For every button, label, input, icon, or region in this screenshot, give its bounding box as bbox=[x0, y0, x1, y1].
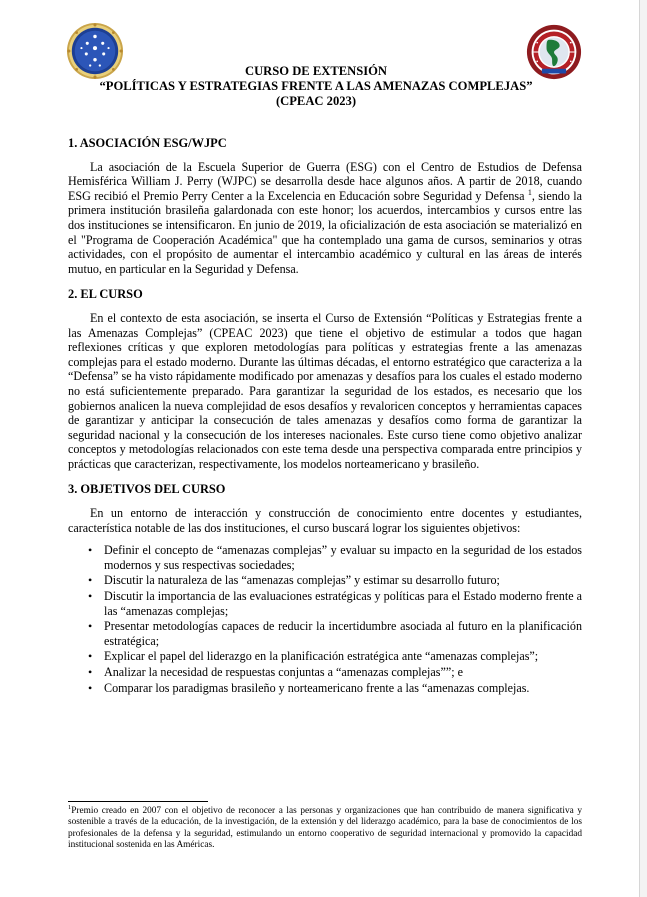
list-item: • Explicar el papel del liderazgo en la planificación estratégica ante “amenazas complejas”; bbox=[90, 649, 582, 664]
list-item: • Comparar los paradigmas brasileño y norteamericano frente a las “amenazas complejas. bbox=[90, 681, 582, 696]
section-el-curso bbox=[68, 287, 582, 471]
objectives-list bbox=[68, 543, 582, 695]
footnote-divider bbox=[68, 801, 208, 802]
paragraph: En un entorno de interacción y construcción de conocimiento entre docentes y estudiantes, característica notable de las dos instituciones, el curso buscará lograr los siguientes objetivos: bbox=[68, 506, 582, 535]
title-line-3: (CPEAC 2023) bbox=[275, 93, 357, 108]
footnote-reference[interactable]: 1 bbox=[527, 187, 532, 197]
document-title bbox=[0, 64, 632, 108]
list-item: • Discutir la naturaleza de las “amenazas complejas” y estimar su desarrollo futuro; bbox=[90, 573, 582, 588]
section-heading: 2. EL CURSO bbox=[68, 287, 143, 302]
document-body bbox=[68, 136, 582, 706]
list-item: • Discutir la importancia de las evaluaciones estratégicas y políticas para el Estado moderno frente a las “amenazas complejas; bbox=[90, 589, 582, 618]
section-asociacion bbox=[68, 136, 582, 276]
paragraph: En el contexto de esta asociación, se inserta el Curso de Extensión “Políticas y Estrategias frente a las Amenazas Complejas” (CPEAC 2023) que tiene el objetivo de estimular a todos que hagan reflexiones críticas y que exploren metodologías para políticas y estrategias frente a las amenazas complejas para el estado moderno. Durante las últimas décadas, el entorno estratégico que caracteriza a la “Defensa” se ha visto rápidamente modificado por amenazas y desafíos para los cuales el estado moderno no está suficientemente preparado. Para garantizar la seguridad de los estados, es necesario que los gobiernos analicen la nueva complejidad de esos desafíos y revaloricen conceptos y herramientas capaces de garantizar y anticipar la consecución de tales amenazas y desafíos como forma de garantizar la seguridad nacional y la consecución de los intereses nacionales. Este curso tiene como objetivo analizar conceptos y metodologías relacionados con este tema desde una perspectiva comparada entre principios y prácticas que caracterizan, respectivamente, los modelos norteamericano y brasileño. bbox=[68, 310, 582, 471]
paragraph-text: La asociación de la Escuela Superior de Guerra (ESG) con el Centro de Estudios de Defensa Hemisférica William J. Perry (WJPC) se desarrolla desde hace algunos años. A partir de 2018, cuando ESG recibió el Premio Perry Center a la Excelencia en Educación sobre Seguridad y Defensa bbox=[68, 159, 582, 203]
footnote-text: Premio creado en 2007 con el objetivo de reconocer a las personas y organizaciones que han contribuido de manera significativa y sostenible a través de la educación, de la investigación, de la extensión y del liderazgo académico, para la base de conocimientos de los profesionales de la defensa y la seguridad, estimulando un entorno cooperativo de seguridad internacional y promovido la capacidad institucional sostenida en las Américas. bbox=[68, 806, 582, 851]
title-line-2: “POLÍTICAS Y ESTRATEGIAS FRENTE A LAS AMENAZAS COMPLEJAS” bbox=[99, 78, 533, 93]
footnote-marker: 1 bbox=[68, 803, 72, 811]
title-line-1: CURSO DE EXTENSIÓN bbox=[244, 64, 388, 78]
viewer-gutter bbox=[640, 0, 647, 897]
footnote bbox=[68, 803, 582, 852]
list-item: • Presentar metodologías capaces de reducir la incertidumbre asociada al futuro en la planificación estratégica; bbox=[90, 619, 582, 648]
section-heading: 1. ASOCIACIÓN ESG/WJPC bbox=[68, 136, 227, 150]
list-item: • Definir el concepto de “amenazas complejas” y evaluar su impacto en la seguridad de los estados modernos y sus respectivas sociedades; bbox=[90, 543, 582, 572]
section-objetivos bbox=[68, 482, 582, 695]
paragraph-text: , siendo la primera institución brasileña galardonada con este honor; los acuerdos, intercambios y cursos entre las dos instituciones se intensificaron. En junio de 2019, la oficialización de esta asociación se materializó en el "Programa de Cooperación Académica" que ha contemplado una gama de cursos, seminarios y otras actividades, con el propósito de aumentar el intercambio académico y cultural en las áreas de interés mutuo, en particular en la Seguridad y Defensa. bbox=[68, 188, 583, 276]
list-item: • Analizar la necesidad de respuestas conjuntas a “amenazas complejas””; e bbox=[90, 665, 582, 680]
paragraph bbox=[68, 160, 582, 277]
section-heading: 3. OBJETIVOS DEL CURSO bbox=[68, 482, 226, 497]
